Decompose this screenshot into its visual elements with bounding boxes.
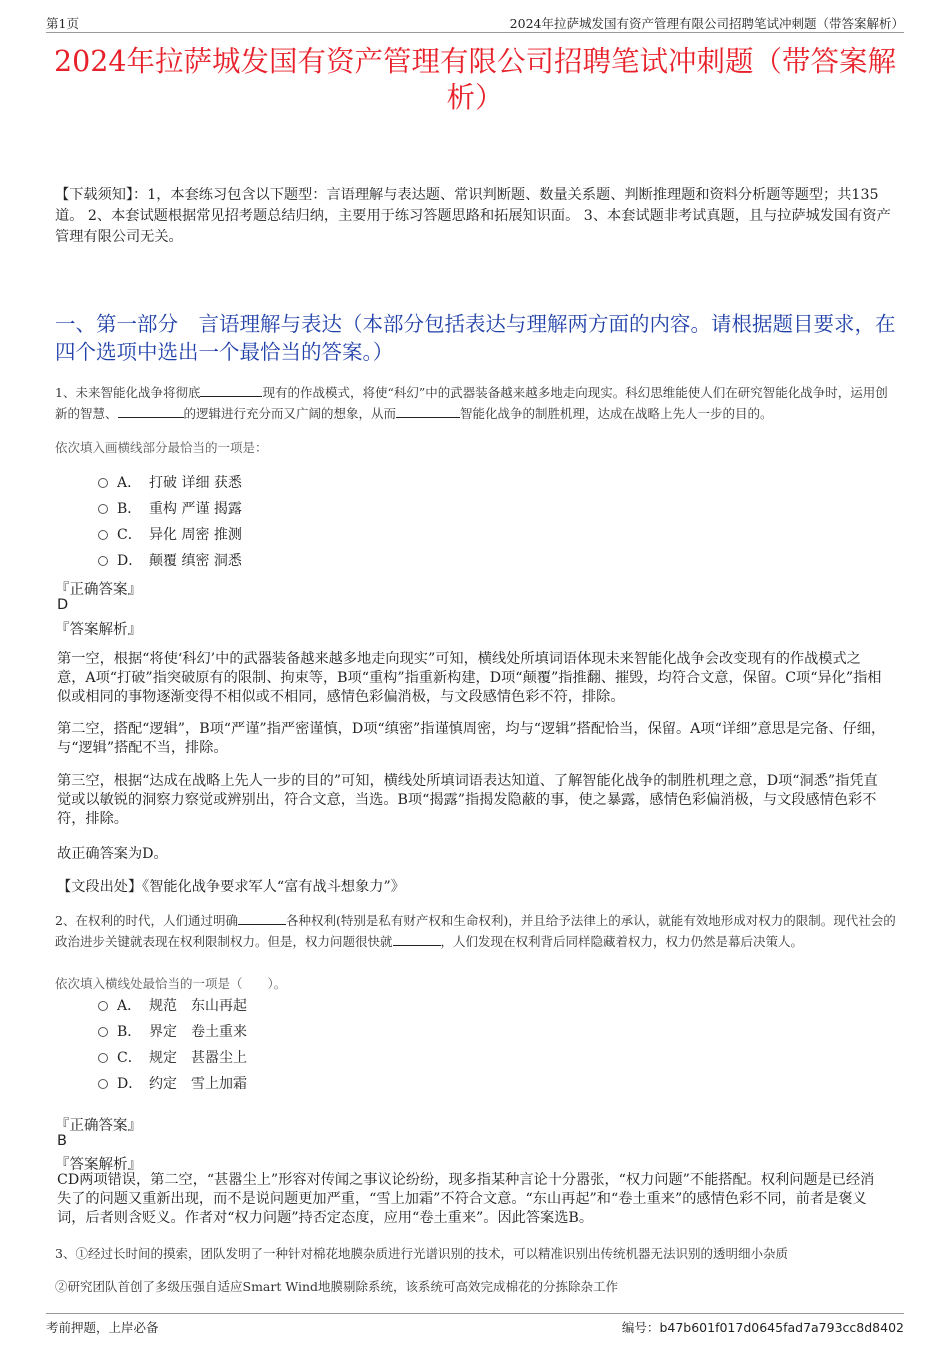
radio-icon[interactable]	[98, 478, 108, 488]
blank-line	[118, 404, 184, 418]
analysis-paragraph: 第三空，根据“达成在战略上先人一步的目的”可知，横线处所填词语表达知道、了解智能化战争的制胜机理之意，D项“洞悉”指凭直觉或以敏锐的洞察力察觉或辨别出，符合文意，当选。B项“揭露”指揭发隐蔽的事，使之暴露，感情色彩偏消极，与文段感情色彩不符，排除。	[57, 773, 878, 827]
question-2-option-b[interactable]: B． 界定 卷土重来	[98, 1021, 247, 1043]
answer-label: 『正确答案』	[55, 1118, 142, 1134]
answer-label: 『正确答案』	[55, 582, 142, 598]
analysis-label: 『答案解析』	[55, 622, 142, 638]
footer-slogan: 考前押题，上岸必备	[46, 1320, 159, 1335]
question-2-option-a[interactable]: A． 规范 东山再起	[98, 995, 247, 1017]
analysis-conclusion: 故正确答案为D。	[57, 846, 168, 862]
page-header	[46, 12, 904, 33]
blank-line	[200, 383, 262, 397]
analysis-paragraph: 第二空，搭配“逻辑”，B项“严谨”指严密谨慎，D项“缜密”指谨慎周密，均与“逻辑”搭配恰当，保留。A项“详细”意思是完备、仔细，与“逻辑”搭配不当，排除。	[57, 721, 886, 756]
blank-line	[238, 911, 286, 925]
radio-icon[interactable]	[98, 1079, 108, 1089]
radio-icon[interactable]	[98, 1053, 108, 1063]
source-citation: 【文段出处】《智能化战争要求军人“富有战斗想象力”》	[57, 879, 405, 895]
question-2-prompt: 依次填入横线处最恰当的一项是（ ）。	[55, 976, 287, 991]
question-1-prompt: 依次填入画横线部分最恰当的一项是：	[55, 440, 268, 455]
question-1-option-c[interactable]: C． 异化 周密 推测	[98, 524, 242, 546]
answer-value: D	[57, 597, 69, 613]
question-2-stem: 2、在权利的时代，人们通过明确 各种权利(特别是私有财产权和生命权利)，并且给予法律上的承认，就能有效地形成对权力的限制。现代社会的政治进步关键就表现在权利限制权力。但是，权力问题很快就 ，人们发现在权利背后同样隐藏着权力，权力仍然是幕后决策人。	[55, 913, 896, 949]
question-2-option-d[interactable]: D． 约定 雪上加霜	[98, 1073, 247, 1095]
document-code: 编号：b47b601f017d0645fad7a793cc8d8402	[621, 1320, 904, 1335]
answer-value: B	[57, 1133, 67, 1149]
question-1-option-d[interactable]: D． 颠覆 缜密 洞悉	[98, 550, 242, 572]
question-2-option-c[interactable]: C． 规定 甚嚣尘上	[98, 1047, 247, 1069]
radio-icon[interactable]	[98, 1027, 108, 1037]
page-title: 2024年拉萨城发国有资产管理有限公司招聘笔试冲刺题（带答案解析）	[53, 45, 897, 114]
radio-icon[interactable]	[98, 556, 108, 566]
page-footer	[46, 1313, 904, 1334]
question-1-stem: 1、未来智能化战争将彻底 现有的作战模式，将使“科幻”中的武器装备越来越多地走向现实。科幻思维能使人们在研究智能化战争时，运用创新的智慧、 的逻辑进行充分而又广阔的想象，从而 智能化战争的制胜机理，达成在战略上先人一步的目的。	[55, 385, 888, 421]
radio-icon[interactable]	[98, 504, 108, 514]
header-doc-title: 2024年拉萨城发国有资产管理有限公司招聘笔试冲刺题（带答案解析）	[509, 16, 904, 31]
page-number: 第1页	[46, 16, 79, 31]
question-3-item-2: ②研究团队首创了多级压强自适应Smart Wind地膜剔除系统，该系统可高效完成棉花的分拣除杂工作	[55, 1279, 619, 1294]
question-3-item-1: 3、①经过长时间的摸索，团队发明了一种针对棉花地膜杂质进行光谱识别的技术，可以精准识别出传统机器无法识别的透明细小杂质	[55, 1246, 788, 1261]
analysis-label: 『答案解析』	[55, 1157, 142, 1173]
analysis-paragraph: CD两项错误，第二空，“甚嚣尘上”形容对传闻之事议论纷纷，现多指某种言论十分嚣张，“权力问题”不能搭配。权利问题是已经消失了的问题又重新出现，而不是说问题更加严重，“雪上加霜”不符合文意。“东山再起”和“卷土重来”的感情色彩不同，前者是褒义词，后者则含贬义。作者对“权力问题”持否定态度，应用“卷土重来”。因此答案选B。	[57, 1172, 875, 1226]
question-1-option-b[interactable]: B． 重构 严谨 揭露	[98, 498, 242, 520]
blank-line	[393, 932, 441, 946]
radio-icon[interactable]	[98, 1001, 108, 1011]
radio-icon[interactable]	[98, 530, 108, 540]
analysis-paragraph: 第一空，根据“将使‘科幻’中的武器装备越来越多地走向现实”可知，横线处所填词语体现未来智能化战争会改变现有的作战模式之意，A项“打破”指突破原有的限制、拘束等，B项“重构”指重新构建，D项“颠覆”指推翻、摧毁，均符合文意，保留。C项“异化”指相似或相同的事物逐渐变得不相似或不相同，感情色彩偏消极，与文段感情色彩不符，排除。	[57, 651, 882, 705]
blank-line	[396, 404, 460, 418]
section-heading: 一、第一部分 言语理解与表达（本部分包括表达与理解两方面的内容。请根据题目要求，在四个选项中选出一个最恰当的答案。）	[55, 312, 896, 364]
download-notice: 【下载须知】：1，本套练习包含以下题型：言语理解与表达题、常识判断题、数量关系题、判断推理题和资料分析题等题型；共135道。 2、本套试题根据常见招考题总结归纳，主要用于练习答题思路和拓展知识面。 3、本套试题非考试真题，且与拉萨城发国有资产管理有限公司无关。	[55, 187, 891, 245]
question-1-option-a[interactable]: A． 打破 详细 获悉	[98, 472, 242, 494]
